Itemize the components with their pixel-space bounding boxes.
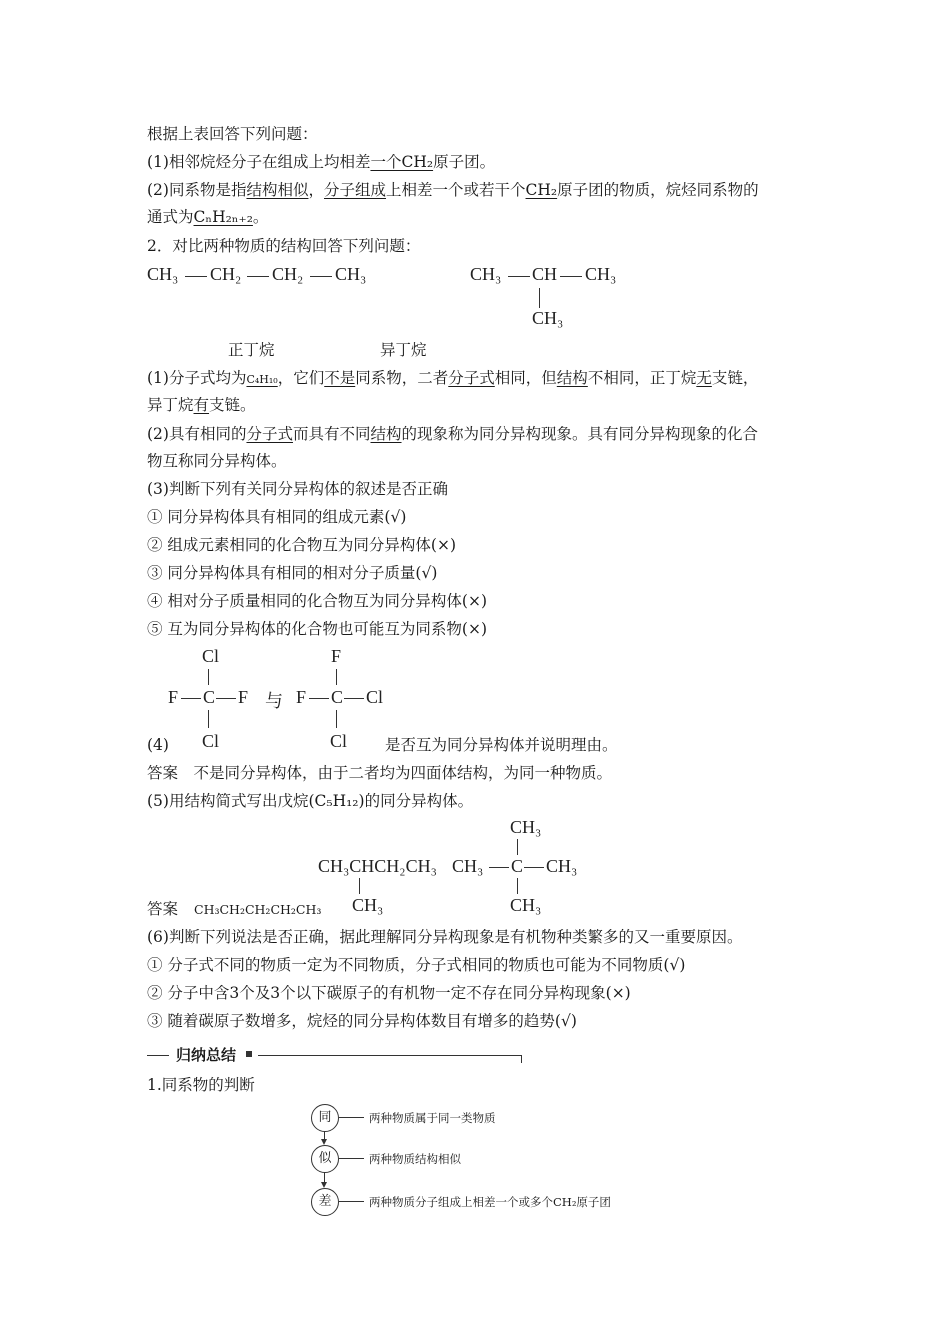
flow-label: 两种物质结构相似 [369,1152,461,1166]
s2-line1: (2)具有相同的分子式而具有不同结构的现象称为同分异构现象。具有同分异构现象的化合 [147,425,759,443]
flow-node: 似 [311,1145,339,1173]
q2-answer-2: 分子组成 [324,181,387,199]
flow-node: 差 [311,1188,339,1216]
square-bullet-icon [246,1051,252,1057]
q2-line2: 通式为CₙH₂ₙ₊₂。 [147,208,269,226]
s5-title: (5)用结构简式写出戊烷(C₅H₁₂)的同分异构体。 [147,792,474,810]
q2-line1: (2)同系物是指结构相似，分子组成上相差一个或若干个CH₂原子团的物质，烷烃同系物的 [147,181,759,199]
s3-title: (3)判断下列有关同分异构体的叙述是否正确 [147,480,448,498]
s6-title: (6)判断下列说法是否正确，据此理解同分异构现象是有机物种类繁多的又一重要原因。 [147,928,743,946]
flow-node: 同 [311,1104,339,1132]
q2-answer-1: 结构相似 [246,181,309,199]
s4-label: (4) [147,736,169,754]
intro-text: 根据上表回答下列问题： [147,125,318,143]
s1-line2: 异丁烷有支链。 [147,396,256,414]
s6-item: ② 分子中含3个及3个以下碳原子的有机物一定不存在同分异构现象(×) [147,984,631,1002]
yu-text: 与 [265,691,283,711]
s4-question: 是否互为同分异构体并说明理由。 [385,736,618,754]
q2-answer-3: CH₂ [525,181,558,199]
flow-label: 两种物质分子组成上相差一个或多个CH₂原子团 [369,1195,611,1209]
s3-item: ③ 同分异构体具有相同的相对分子质量(√) [147,564,438,582]
isobutane-name: 异丁烷 [380,341,427,359]
s3-item: ① 同分异构体具有相同的组成元素(√) [147,508,407,526]
s3-item: ⑤ 互为同分异构体的化合物也可能互为同系物(×) [147,620,488,638]
s3-item: ② 组成元素相同的化合物互为同分异构体(×) [147,536,457,554]
s3-item: ④ 相对分子质量相同的化合物互为同分异构体(×) [147,592,488,610]
q1-line: (1)相邻烷烃分子在组成上均相差一个CH₂原子团。 [147,153,496,171]
answer-4: 答案 不是同分异构体，由于二者均为四面体结构，为同一种物质。 [147,764,613,782]
s2-line2: 物互称同分异构体。 [147,452,287,470]
s6-item: ③ 随着碳原子数增多，烷烃的同分异构体数目有增多的趋势(√) [147,1012,577,1030]
flow-label: 两种物质属于同一类物质 [369,1111,496,1125]
s1-formula: C₄H₁₀ [246,373,278,386]
section-2-heading: 2．对比两种物质的结构回答下列问题： [147,237,421,255]
q1-answer: 一个CH₂ [370,153,434,171]
answer-5: 答案 CH₃CH₂CH₂CH₂CH₃ [147,900,322,918]
s1-line1: (1)分子式均为C₄H₁₀，它们不是同系物，二者分子式相同，但结构不相同，正丁烷无支链， [147,369,759,387]
q2-formula: CₙH₂ₙ₊₂ [193,208,253,226]
n-butane-name: 正丁烷 [228,341,275,359]
summary-item-1: 1.同系物的判断 [147,1076,255,1094]
s6-item: ① 分子式不同的物质一定为不同物质，分子式相同的物质也可能为不同物质(√) [147,956,686,974]
